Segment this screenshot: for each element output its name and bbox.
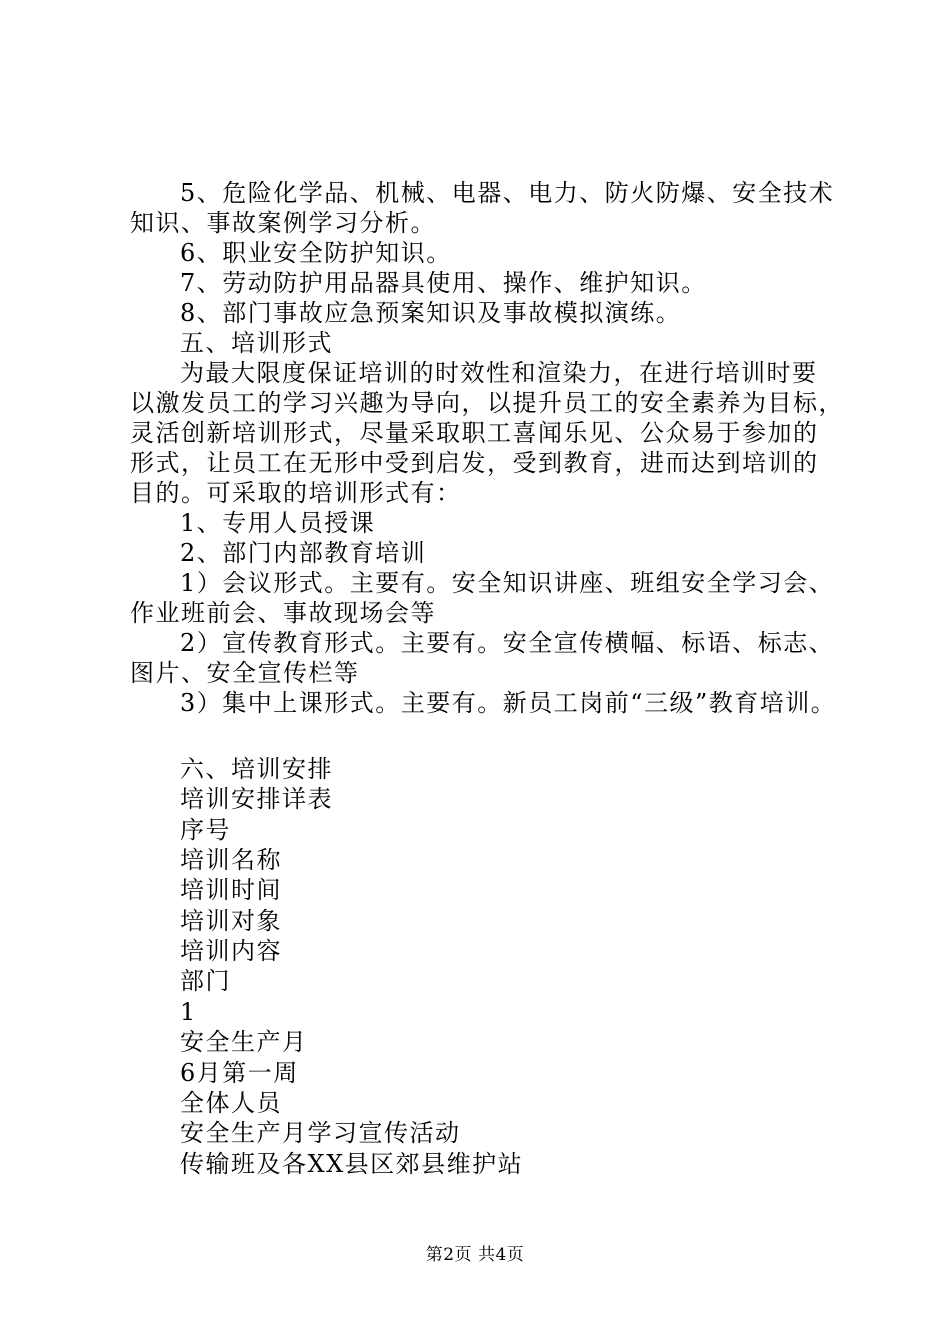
text-line: 6、职业安全防护知识。 <box>180 239 452 267</box>
text-line: 为最大限度保证培训的时效性和渲染力，在进行培训时要 <box>180 359 818 387</box>
table-header-cell: 培训时间 <box>180 876 282 904</box>
text-line: 5、危险化学品、机械、电器、电力、防火防爆、安全技术 <box>180 179 835 207</box>
table-header-cell: 培训对象 <box>180 907 282 935</box>
table-header-cell: 序号 <box>180 816 231 844</box>
table-cell: 安全生产月学习宣传活动 <box>180 1119 461 1147</box>
table-cell: 6月第一周 <box>180 1059 299 1087</box>
text-line: 目的。可采取的培训形式有： <box>130 479 462 507</box>
text-line: 灵活创新培训形式，尽量采取职工喜闻乐见、公众易于参加的 <box>130 419 819 447</box>
table-title: 培训安排详表 <box>180 785 333 813</box>
table-cell: 安全生产月 <box>180 1028 308 1056</box>
text-line: 1、专用人员授课 <box>180 509 376 537</box>
table-header-cell: 培训内容 <box>180 937 282 965</box>
text-line: 3）集中上课形式。主要有。新员工岗前“三级”教育培训。 <box>180 689 837 717</box>
text-line: 图片、安全宣传栏等 <box>130 659 360 687</box>
section-heading: 五、培训形式 <box>180 329 333 357</box>
text-line: 1）会议形式。主要有。安全知识讲座、班组安全学习会、 <box>180 569 835 597</box>
table-header-cell: 部门 <box>180 967 231 995</box>
table-cell: 全体人员 <box>180 1089 282 1117</box>
table-cell: 1 <box>180 998 197 1026</box>
text-line: 8、部门事故应急预案知识及事故模拟演练。 <box>180 299 682 327</box>
text-line: 2、部门内部教育培训 <box>180 539 427 567</box>
text-line: 形式，让员工在无形中受到启发，受到教育，进而达到培训的 <box>130 449 819 477</box>
text-line: 以激发员工的学习兴趣为导向，以提升员工的安全素养为目标， <box>130 389 844 417</box>
table-cell: 传输班及各XX县区郊县维护站 <box>180 1150 524 1178</box>
text-line: 2）宣传教育形式。主要有。安全宣传横幅、标语、标志、 <box>180 629 835 657</box>
text-line: 知识、事故案例学习分析。 <box>130 209 436 237</box>
table-header-cell: 培训名称 <box>180 846 282 874</box>
section-heading: 六、培训安排 <box>180 755 333 783</box>
text-line: 作业班前会、事故现场会等 <box>130 599 436 627</box>
page-number: 第2页 共4页 <box>425 1245 525 1265</box>
text-line: 7、劳动防护用品器具使用、操作、维护知识。 <box>180 269 707 297</box>
